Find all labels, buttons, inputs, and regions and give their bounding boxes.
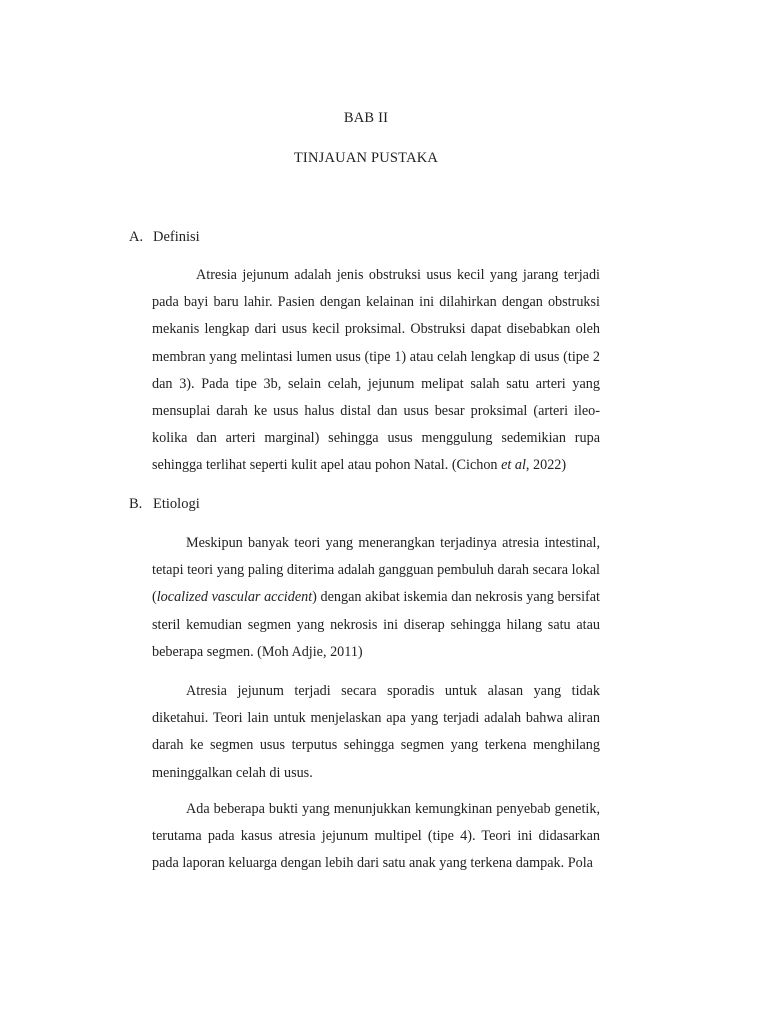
paragraph-text: Meskipun banyak teori yang menerangkan terjadinya atresia intestinal, tetapi teori yang paling diterima adalah gangguan pembuluh darah secara lokal ( <box>152 535 600 606</box>
paragraph-etiologi-2 <box>152 678 600 787</box>
section-heading-definisi <box>129 229 200 246</box>
paragraph-text: Atresia jejunum terjadi secara sporadis untuk alasan yang tidak diketahui. Teori lain untuk menjelaskan apa yang terjadi adalah bahwa aliran darah ke segmen usus terputus sehingga segmen yang terkena menghilang meninggalkan celah di usus. <box>152 683 600 781</box>
section-letter: A. <box>129 229 144 245</box>
term-emphasis: localized vascular accident <box>156 589 313 606</box>
paragraph-text: Ada beberapa bukti yang menunjukkan kemungkinan penyebab genetik, terutama pada kasus atresia jejunum multipel (tipe 4). Teori ini didasarkan pada laporan keluarga dengan lebih dari satu anak yang terkena dampak. Pola <box>152 801 600 872</box>
citation-emphasis: et al <box>501 457 526 474</box>
paragraph-etiologi-1 <box>152 530 600 666</box>
section-heading-text: Etiologi <box>153 496 200 512</box>
section-heading-etiologi <box>129 496 200 513</box>
section-letter: B. <box>129 496 143 512</box>
paragraph-etiologi-3 <box>152 796 600 878</box>
section-heading-text: Definisi <box>153 229 200 245</box>
paragraph-definisi <box>152 262 600 480</box>
paragraph-text-end: ) dengan akibat iskemia dan nekrosis yang bersifat steril kemudian segmen yang nekrosis ini diserap sehingga hilang satu atau beberapa segmen. (Moh Adjie, 2011) <box>152 589 600 660</box>
chapter-heading: BAB II <box>343 110 389 126</box>
paragraph-text: Atresia jejunum adalah jenis obstruksi usus kecil yang jarang terjadi pada bayi baru lahir. Pasien dengan kelainan ini dilahirkan dengan obstruksi mekanis lengkap dari usus kecil proksimal. Obstruksi dapat disebabkan oleh membran yang melintasi lumen usus (tipe 1) atau celah lengkap di usus (tipe 2 dan 3). Pada tipe 3b, selain celah, jejunum melipat salah satu arteri yang mensuplai darah ke usus halus distal dan usus besar proksimal (arteri ileo-kolika dan arteri marginal) sehingga usus menggulung sedemikian rupa sehingga terlihat seperti kulit apel atau pohon Natal. (Cichon <box>152 267 600 474</box>
chapter-title: TINJAUAN PUSTAKA <box>293 150 439 166</box>
paragraph-text-end: , 2022) <box>525 457 567 474</box>
